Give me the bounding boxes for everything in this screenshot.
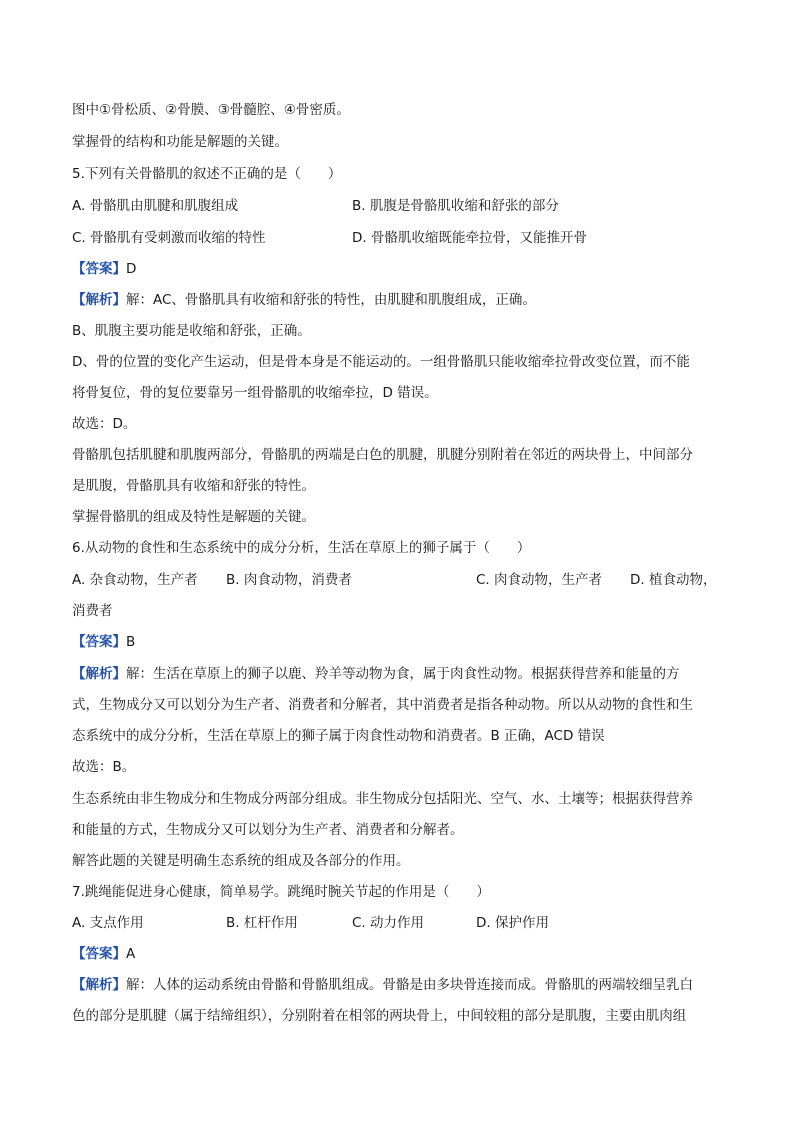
text-line: B、肌腹主要功能是收缩和舒张，正确。 [72, 323, 311, 339]
text-line: 态系统中的成分分析，生活在草原上的狮子属于肉食性动物和消费者。B 正确，ACD 错误 [72, 728, 605, 744]
answer-tag: 【答案】 [72, 634, 126, 650]
answer-tag: 【答案】 [72, 946, 126, 962]
question-7-answer [72, 944, 720, 964]
analysis-tag: 【解析】 [72, 292, 126, 308]
text-line: 将骨复位，骨的复位要靠另一组骨骼肌的收缩牵拉，D 错误。 [72, 385, 438, 401]
text-line: 掌握骨骼肌的组成及特性是解题的关键。 [72, 509, 315, 525]
question-6-option-d: D. 植食动物， [630, 572, 717, 588]
question-6-stem: 6.从动物的食性和生态系统中的成分分析，生活在草原上的狮子属于（ ） [72, 540, 531, 556]
text-line: 图中①骨松质、②骨膜、③骨髓腔、④骨密质。 [72, 102, 350, 118]
question-6-option-c: C. 肉食动物，生产者 [476, 572, 603, 588]
question-7-option-d: D. 保护作用 [476, 915, 549, 931]
text-line: 是肌腹，骨骼肌具有收缩和舒张的特性。 [72, 478, 315, 494]
question-7-stem: 7.跳绳能促进身心健康，简单易学。跳绳时腕关节起的作用是（ ） [72, 884, 490, 900]
text-line: 故选：B。 [72, 759, 136, 775]
question-6-answer [72, 632, 720, 652]
question-6-analysis [72, 664, 720, 684]
question-6-option-d-cont: 消费者 [72, 603, 113, 619]
analysis-tag: 【解析】 [72, 666, 126, 682]
question-5-option-b: B. 肌腹是骨骼肌收缩和舒张的部分 [352, 198, 559, 214]
text-line: 掌握骨的结构和功能是解题的关键。 [72, 134, 288, 150]
answer-value: B [126, 634, 136, 650]
question-5-analysis [72, 290, 720, 310]
question-7-option-c: C. 动力作用 [352, 915, 425, 931]
text-line: 骨骼肌包括肌腱和肌腹两部分，骨骼肌的两端是白色的肌腱，肌腱分别附着在邻近的两块骨上，中间部分 [72, 447, 693, 463]
text-line: 生态系统由非生物成分和生物成分两部分组成。非生物成分包括阳光、空气、水、土壤等；根据获得营养 [72, 791, 693, 807]
text-line: 故选：D。 [72, 416, 137, 432]
question-5-option-c: C. 骨骼肌有受刺激而收缩的特性 [72, 230, 266, 246]
answer-tag: 【答案】 [72, 261, 126, 277]
question-5-answer [72, 259, 720, 279]
answer-value: D [126, 261, 137, 277]
text-line: 解答此题的关键是明确生态系统的组成及各部分的作用。 [72, 853, 410, 869]
question-7-option-b: B. 杠杆作用 [226, 915, 298, 931]
analysis-text: 解：人体的运动系统由骨骼和骨骼肌组成。骨骼是由多块骨连接而成。骨骼肌的两端较细呈乳白 [126, 977, 693, 993]
question-5-option-d: D. 骨骼肌收缩既能牵拉骨，又能推开骨 [352, 230, 587, 246]
analysis-text: 解：生活在草原上的狮子以鹿、羚羊等动物为食，属于肉食性动物。根据获得营养和能量的方 [126, 666, 680, 682]
question-7-analysis [72, 975, 720, 995]
analysis-tag: 【解析】 [72, 977, 126, 993]
question-7-option-a: A. 支点作用 [72, 915, 144, 931]
question-6-option-b: B. 肉食动物，消费者 [226, 572, 352, 588]
text-line: D、骨的位置的变化产生运动，但是骨本身是不能运动的。一组骨骼肌只能收缩牵拉骨改变位置，而不能 [72, 354, 690, 370]
question-6-option-a: A. 杂食动物，生产者 [72, 572, 198, 588]
question-5-stem: 5.下列有关骨骼肌的叙述不正确的是（ ） [72, 166, 342, 182]
question-5-option-a: A. 骨骼肌由肌腱和肌腹组成 [72, 198, 239, 214]
answer-value: A [126, 946, 136, 962]
text-line: 式，生物成分又可以划分为生产者、消费者和分解者，其中消费者是指各种动物。所以从动物的食性和生 [72, 697, 693, 713]
text-line: 色的部分是肌腱（属于结缔组织），分别附着在相邻的两块骨上，中间较粗的部分是肌腹，主要由肌肉组 [72, 1008, 687, 1024]
text-line: 和能量的方式，生物成分又可以划分为生产者、消费者和分解者。 [72, 822, 464, 838]
analysis-text: 解：AC、骨骼肌具有收缩和舒张的特性，由肌腱和肌腹组成，正确。 [126, 292, 536, 308]
